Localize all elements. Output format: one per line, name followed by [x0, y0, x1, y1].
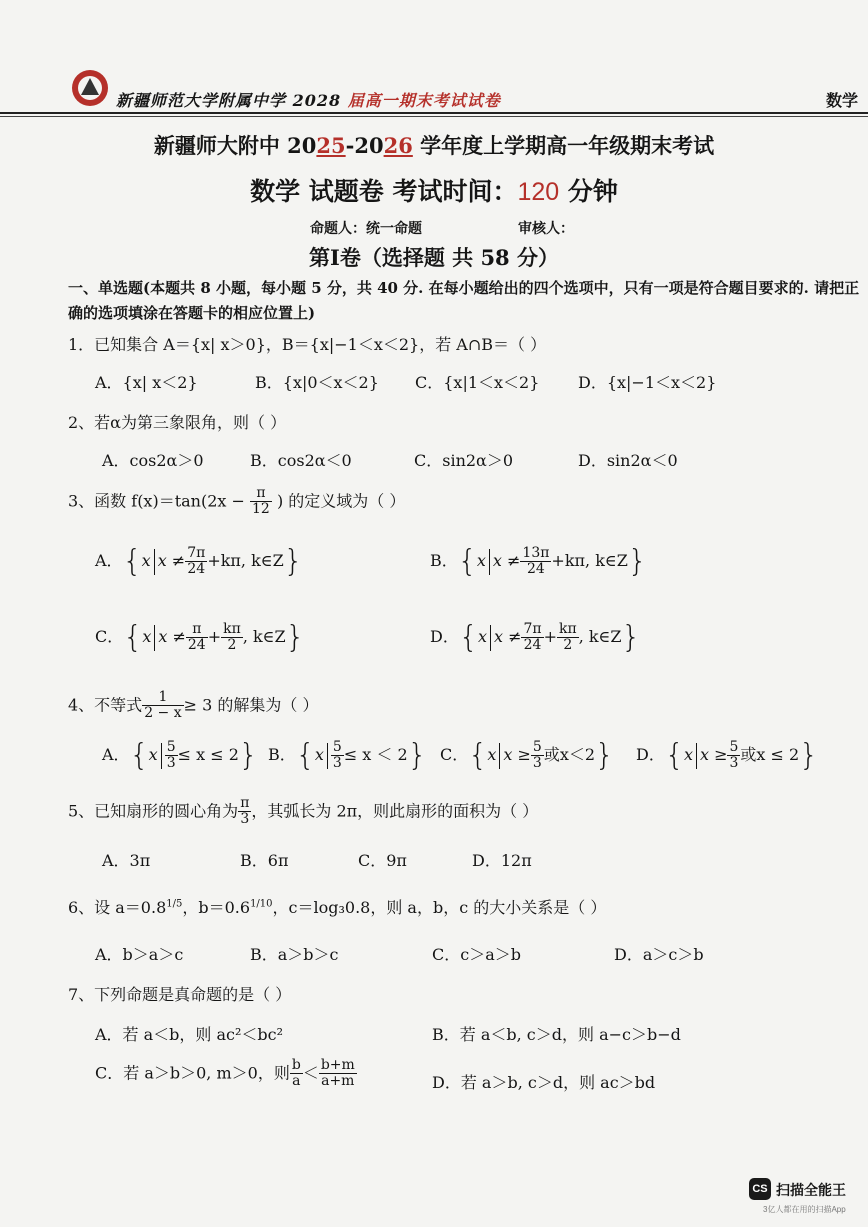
fraction-denominator: 3 — [729, 755, 739, 771]
left-brace: { — [457, 544, 477, 579]
q2-option-b: B．cos2α＜0 — [250, 451, 352, 470]
fraction — [221, 622, 243, 654]
set-variable: x — [487, 745, 497, 764]
camscanner-tagline: 3亿人都在用的扫描App — [763, 1205, 846, 1214]
fraction-denominator: 3 — [240, 811, 250, 828]
condition-pre: x ≠ — [158, 627, 186, 646]
set-bar — [489, 549, 490, 575]
set-variable: x — [477, 627, 487, 646]
condition-post: 或x＜2 — [543, 745, 596, 764]
fraction-numerator: π — [250, 486, 272, 502]
left-brace: { — [123, 620, 143, 655]
fraction — [727, 740, 740, 772]
q1-option-c: C．{x|1＜x＜2} — [415, 373, 540, 392]
right-brace: } — [283, 544, 303, 579]
instructions: 一、单选题(本题共 8 小题，每小题 5 分，共 40 分. 在每小题给出的四个选项中，只有一项是符合题目要求的. 请把正确的选项填涂在答题卡的相应位置上) — [68, 279, 860, 322]
fraction — [186, 622, 208, 654]
q3-stem-post: ) 的定义域为（ ） — [276, 491, 406, 511]
fraction-numerator: π — [186, 622, 208, 638]
subject-tag: 数学 — [826, 91, 859, 110]
exam-subtitle — [0, 172, 868, 208]
q2-option-a: A．cos2α＞0 — [102, 451, 204, 470]
condition-pre: x ≠ — [493, 627, 522, 646]
q6-exponent-b: 1/10 — [250, 898, 273, 910]
q5-stem-post: ，其弧长为 2π，则此扇形的面积为（ ） — [251, 801, 539, 821]
fraction — [557, 622, 579, 654]
q6-option-b: B．a＞b＞c — [250, 945, 339, 964]
fraction-denominator: 12 — [252, 501, 270, 518]
condition-post: , k∈Z — [242, 627, 286, 646]
set-bar — [490, 625, 491, 651]
fraction — [185, 546, 207, 578]
condition-pre: x ≠ — [492, 551, 521, 570]
q2-option-c: C．sin2α＞0 — [414, 451, 514, 470]
left-brace: { — [129, 738, 149, 773]
school-logo-icon — [70, 68, 110, 108]
fraction-numerator: kπ — [559, 620, 577, 637]
q6-option-a: A．b＞a＞c — [95, 945, 184, 964]
q3-option-d — [430, 620, 641, 655]
option-label: B． — [430, 551, 458, 570]
fraction — [165, 740, 178, 772]
title-prefix: 新疆师大附中 20 — [153, 133, 317, 158]
q1-option-b: B．{x|0＜x＜2} — [255, 373, 379, 392]
q6-stem-post: ，c＝log₃0.8，则 a，b，c 的大小关系是（ ） — [272, 898, 607, 917]
camscanner-name: 扫描全能王 — [776, 1182, 846, 1198]
q3-option-a — [95, 544, 303, 579]
q1-option-a: A．{x| x＜2} — [95, 373, 198, 392]
fraction — [331, 740, 344, 772]
q4-option-c — [440, 738, 614, 773]
q1-stem: 1．已知集合 A＝{x| x＞0}，B＝{x|−1＜x＜2}，若 A∩B＝（ ） — [68, 335, 547, 354]
fraction — [520, 546, 551, 578]
exam-title — [0, 130, 868, 160]
fraction-denominator: a — [292, 1073, 301, 1090]
option-label: C． — [95, 627, 124, 646]
plus-sign: + — [207, 627, 222, 646]
q6-option-d: D．a＞c＞b — [614, 945, 704, 964]
fraction-numerator: b+m — [320, 1057, 355, 1073]
less-than: ＜ — [302, 1063, 319, 1083]
option-label: A． — [95, 551, 123, 570]
question-maker: 命题人：统一命题 — [310, 221, 422, 237]
set-variable: x — [148, 745, 158, 764]
option-label: D． — [636, 745, 665, 764]
fraction-numerator: 5 — [332, 738, 342, 755]
q6-option-c: C．c＞a＞b — [432, 945, 521, 964]
left-brace: { — [468, 738, 488, 773]
fraction-numerator: 5 — [166, 738, 176, 755]
q5-option-b: B．6π — [240, 851, 289, 870]
exam-duration: 120 — [517, 178, 560, 206]
q4-stem — [68, 690, 318, 722]
title-year-start: 25 — [316, 133, 346, 158]
q4-option-d — [636, 738, 818, 773]
fraction-denominator: 24 — [187, 637, 206, 653]
fraction-denominator: 24 — [187, 561, 206, 577]
fraction-denominator: 2 − x — [144, 705, 182, 722]
set-bar — [499, 743, 500, 769]
fraction — [290, 1058, 303, 1090]
set-variable: x — [314, 745, 324, 764]
set-variable: x — [142, 627, 152, 646]
condition-post: 或x ≤ 2 — [740, 745, 800, 764]
fraction-numerator: 7π — [523, 620, 542, 637]
q4-option-a — [102, 738, 258, 773]
q4-stem-fraction — [142, 690, 183, 722]
condition-post: ≤ x ≤ 2 — [177, 745, 239, 764]
q6-stem — [68, 895, 606, 918]
fraction-denominator: 24 — [527, 561, 545, 577]
option-label: C． — [440, 745, 469, 764]
fraction-numerator: 1 — [142, 690, 183, 706]
q5-option-d: D．12π — [472, 851, 532, 870]
q7-stem: 7、下列命题是真命题的是（ ） — [68, 985, 292, 1004]
condition-pre: x ≥ — [503, 745, 531, 764]
q6-exponent-a: 1/5 — [166, 898, 183, 910]
fraction — [521, 622, 543, 654]
q5-option-c: C．9π — [358, 851, 407, 870]
condition-pre: x ≠ — [157, 551, 186, 570]
q7-option-d: D．若 a＞b, c＞d，则 ac＞bd — [432, 1073, 656, 1092]
q4-stem-post: ≥ 3 的解集为（ ） — [183, 695, 319, 715]
q3-stem-fraction — [250, 486, 272, 518]
part-title: 第Ⅰ卷（选择题 共 58 分） — [309, 245, 559, 270]
fraction-denominator: 3 — [166, 755, 176, 771]
option-label: B． — [268, 745, 296, 764]
left-brace: { — [458, 620, 478, 655]
fraction-numerator: 5 — [532, 738, 542, 755]
option-label: A． — [102, 745, 130, 764]
condition-pre: x ≥ — [699, 745, 728, 764]
school-header — [116, 88, 501, 111]
question-reviewer: 审核人： — [518, 221, 574, 237]
title-suffix: 学年度上学期高一年级期末考试 — [412, 133, 715, 158]
q7-option-a: A．若 a＜b，则 ac²＜bc² — [95, 1025, 284, 1044]
q5-stem — [68, 796, 538, 828]
header-divider — [0, 112, 868, 114]
set-bar — [154, 625, 155, 651]
left-brace: { — [295, 738, 315, 773]
fraction-denominator: 2 — [563, 637, 573, 653]
q6-stem-pre: 6、设 a＝0.8 — [68, 898, 167, 917]
set-variable: x — [683, 745, 693, 764]
fraction-numerator: 13π — [522, 544, 550, 561]
header-divider-thin — [0, 116, 868, 117]
exam-name: 届高一期末考试试卷 — [347, 91, 501, 110]
left-brace: { — [122, 544, 142, 579]
q5-stem-pre: 5、已知扇形的圆心角为 — [68, 801, 239, 821]
q3-stem-pre: 3、函数 f(x)＝tan(2x − — [68, 491, 245, 511]
option-label: D． — [430, 627, 459, 646]
fraction-denominator: a+m — [321, 1073, 355, 1090]
q3-option-b — [430, 544, 647, 579]
duration-unit: 分钟 — [559, 177, 618, 206]
q4-stem-pre: 4、不等式 — [68, 695, 143, 715]
fraction — [319, 1058, 357, 1090]
fraction-numerator: kπ — [223, 620, 241, 637]
right-brace: } — [238, 738, 258, 773]
plus-sign: + — [543, 627, 557, 646]
q4-option-b — [268, 738, 427, 773]
condition-post: +kπ, k∈Z — [207, 551, 284, 570]
q7-option-c — [95, 1058, 357, 1090]
fraction-denominator: 3 — [532, 755, 542, 771]
right-brace: } — [799, 738, 819, 773]
set-variable: x — [141, 551, 151, 570]
right-brace: } — [595, 738, 615, 773]
subtitle-main: 数学 试题卷 考试时间： — [250, 177, 518, 206]
fraction-denominator: 24 — [523, 637, 542, 653]
school-name: 新疆师范大学附属中学 — [116, 91, 287, 110]
title-year-end: 26 — [383, 133, 413, 158]
q3-option-c — [95, 620, 305, 655]
set-variable: x — [476, 551, 486, 570]
q2-stem: 2、若α为第三象限角，则（ ） — [68, 413, 287, 432]
set-bar — [327, 743, 328, 769]
q2-option-d: D．sin2α＜0 — [578, 451, 678, 470]
set-bar — [154, 549, 155, 575]
right-brace: } — [621, 620, 641, 655]
fraction-denominator: 2 — [227, 637, 237, 653]
q7-c-pre: C．若 a＞b＞0, m＞0，则 — [95, 1063, 290, 1083]
condition-post: +kπ, k∈Z — [551, 551, 628, 570]
q6-stem-mid: ，b＝0.6 — [182, 898, 251, 917]
fraction-numerator: π — [240, 795, 250, 811]
q5-option-a: A．3π — [102, 851, 151, 870]
set-bar — [161, 743, 162, 769]
set-bar — [696, 743, 697, 769]
camscanner-logo-icon: CS — [749, 1178, 771, 1200]
q1-option-d: D．{x|−1＜x＜2} — [578, 373, 717, 392]
fraction — [531, 740, 544, 772]
title-dash: -20 — [345, 133, 384, 158]
fraction-numerator: 5 — [729, 738, 739, 755]
condition-post: ≤ x ＜ 2 — [343, 745, 408, 764]
q7-option-b: B．若 a＜b, c＞d，则 a−c＞b−d — [432, 1025, 681, 1044]
right-brace: } — [407, 738, 427, 773]
fraction-numerator: 7π — [187, 544, 206, 561]
left-brace: { — [664, 738, 684, 773]
q5-stem-fraction — [238, 796, 251, 828]
school-year: 2028 — [292, 91, 342, 110]
condition-post: , k∈Z — [578, 627, 622, 646]
fraction-numerator: b — [291, 1057, 301, 1073]
q3-stem — [68, 486, 405, 518]
fraction-denominator: 3 — [332, 755, 342, 771]
right-brace: } — [285, 620, 305, 655]
right-brace: } — [627, 544, 647, 579]
